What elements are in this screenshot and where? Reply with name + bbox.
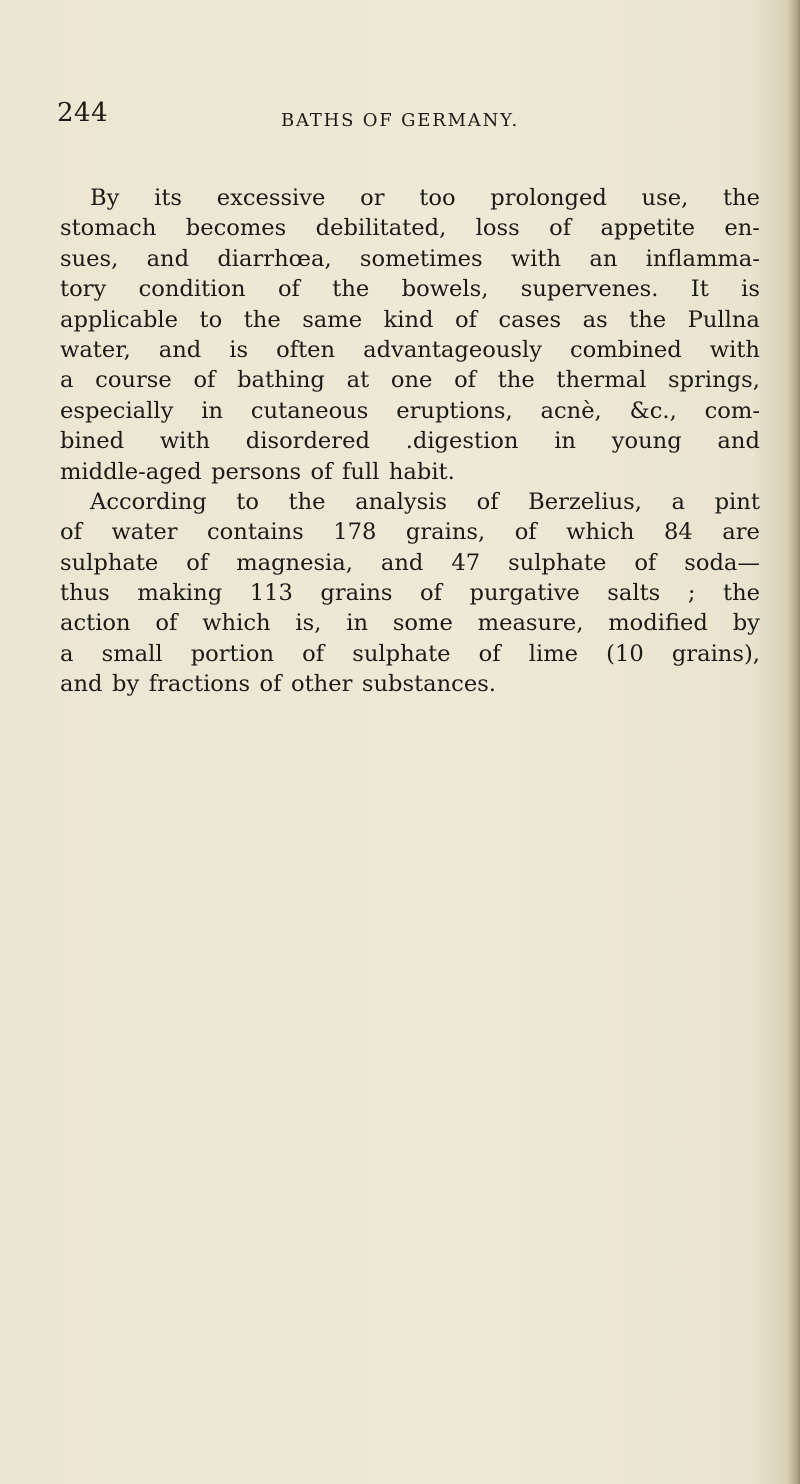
text-line (60, 274, 760, 304)
word: of (454, 367, 477, 394)
word: condition (138, 276, 246, 303)
word: 113 (249, 580, 293, 607)
word: the (497, 367, 535, 394)
word: of (193, 367, 216, 394)
word: by (732, 610, 760, 637)
word: of (60, 519, 82, 546)
word: sulphate (60, 549, 159, 576)
word: middle-aged (60, 458, 202, 485)
text-line (60, 639, 760, 669)
word: which (566, 519, 635, 546)
word: of (259, 671, 282, 698)
word: tory (60, 276, 107, 303)
word: is, (295, 610, 322, 637)
text-line (60, 396, 760, 426)
word: .digestion (405, 428, 519, 455)
text-line (60, 669, 760, 699)
text-line (60, 305, 760, 335)
word: its (154, 185, 182, 211)
word: &c., (629, 397, 677, 424)
word: supervenes. (520, 276, 659, 303)
word: loss (475, 215, 520, 242)
word: By (90, 185, 120, 211)
word: and (146, 245, 190, 272)
word: measure, (477, 610, 584, 637)
text-line (60, 183, 760, 213)
word: acnè, (540, 397, 602, 424)
word: contains (207, 519, 304, 546)
word: with (709, 336, 760, 363)
word: Pullna (687, 306, 760, 333)
word: ; (687, 580, 696, 607)
word: of (514, 519, 537, 546)
word: of (302, 640, 325, 667)
word: small (101, 640, 163, 667)
word: 178 (333, 519, 377, 546)
word: persons (211, 458, 302, 485)
text-line (60, 487, 760, 517)
word: a (60, 640, 74, 667)
word: of (277, 276, 300, 303)
word: some (392, 610, 453, 637)
word: an (589, 245, 618, 272)
word: especially (60, 397, 174, 424)
word: grains), (671, 640, 760, 667)
word: springs, (668, 367, 760, 394)
word: modified (608, 610, 708, 637)
word: grains (320, 580, 393, 607)
word: cutaneous (250, 397, 369, 424)
word: of (476, 488, 499, 515)
text-line (60, 608, 760, 638)
word: bathing (237, 367, 325, 394)
word: course (95, 367, 172, 394)
word: too (419, 185, 456, 211)
word: grains, (405, 519, 486, 546)
word: portion (190, 640, 275, 667)
word: the (243, 306, 281, 333)
word: making (137, 580, 223, 607)
word: purgative (469, 580, 580, 607)
word: with (159, 428, 211, 455)
word: action (60, 610, 131, 637)
word: bowels, (401, 276, 489, 303)
word: sometimes (359, 245, 483, 272)
word: of (634, 549, 657, 576)
word: water (111, 519, 178, 546)
word: the (288, 488, 326, 515)
paragraph (60, 183, 760, 487)
paragraph (60, 487, 760, 700)
text-line (60, 426, 760, 456)
word: and (380, 549, 424, 576)
word: en- (724, 215, 760, 242)
word: soda— (684, 549, 760, 576)
word: (10 (606, 640, 644, 667)
word: the (629, 306, 667, 333)
word: thermal (556, 367, 647, 394)
word: in (346, 610, 368, 637)
word: thus (60, 580, 110, 607)
word: lime (528, 640, 579, 667)
word: the (722, 580, 760, 607)
word: Berzelius, (528, 488, 642, 515)
word: prolonged (490, 185, 607, 211)
word: 47 (451, 549, 481, 576)
word: sulphate (508, 549, 607, 576)
word: According (90, 488, 207, 515)
word: other (290, 671, 353, 698)
word: young (611, 428, 682, 455)
word: by (111, 671, 140, 698)
word: eruptions, (396, 397, 513, 424)
word: sulphate (352, 640, 451, 667)
word: inflamma- (645, 245, 760, 272)
word: of (549, 215, 572, 242)
word: in (201, 397, 224, 424)
word: diarrhœa, (217, 245, 332, 272)
word: becomes (185, 215, 287, 242)
text-line (60, 548, 760, 578)
word: magnesia, (236, 549, 353, 576)
word: of (155, 610, 178, 637)
word: kind (383, 306, 434, 333)
word: combined (569, 336, 682, 363)
word: often (276, 336, 336, 363)
word: stomach (60, 215, 157, 242)
word: at (346, 367, 370, 394)
word: full (341, 458, 380, 485)
word: is (229, 336, 249, 363)
word: of (454, 306, 477, 333)
word: com- (704, 397, 760, 424)
word: which (202, 610, 271, 637)
word: disordered (245, 428, 370, 455)
word: as (582, 306, 608, 333)
word: sues, (60, 245, 119, 272)
text-line (60, 457, 760, 487)
word: to (199, 306, 223, 333)
word: use, (641, 185, 689, 211)
word: of (310, 458, 333, 485)
page-edge-shadow (788, 0, 800, 1484)
word: advantageously (363, 336, 542, 363)
word: water, (60, 336, 131, 363)
word: cases (498, 306, 562, 333)
text-line (60, 244, 760, 274)
word: appetite (600, 215, 695, 242)
text-line (60, 365, 760, 395)
word: a (60, 367, 74, 394)
word: and (717, 428, 760, 455)
text-line (60, 213, 760, 243)
word: to (236, 488, 259, 515)
word: pint (714, 488, 760, 515)
word: a (671, 488, 686, 515)
word: fractions (148, 671, 251, 698)
word: habit. (388, 458, 455, 485)
word: applicable (60, 306, 179, 333)
word: salts (607, 580, 661, 607)
text-line (60, 335, 760, 365)
word: It (690, 276, 709, 303)
running-head: BATHS OF GERMANY. (280, 110, 520, 131)
word: analysis (355, 488, 448, 515)
text-line (60, 517, 760, 547)
word: debilitated, (315, 215, 447, 242)
word: with (510, 245, 562, 272)
word: and (158, 336, 202, 363)
word: one (390, 367, 433, 394)
text-line (60, 578, 760, 608)
word: of (478, 640, 501, 667)
word: are (722, 519, 760, 546)
word: in (554, 428, 576, 455)
body-text (60, 183, 760, 700)
word: of (420, 580, 442, 607)
word: of (186, 549, 209, 576)
word: same (302, 306, 363, 333)
word: substances. (361, 671, 496, 698)
word: the (332, 276, 370, 303)
word: the (722, 185, 760, 211)
word: is (741, 276, 760, 303)
word: and (60, 671, 103, 698)
word: or (360, 185, 385, 211)
word: bined (60, 428, 125, 455)
word: 84 (663, 519, 693, 546)
word: excessive (216, 185, 326, 211)
page-number: 244 (57, 98, 109, 128)
